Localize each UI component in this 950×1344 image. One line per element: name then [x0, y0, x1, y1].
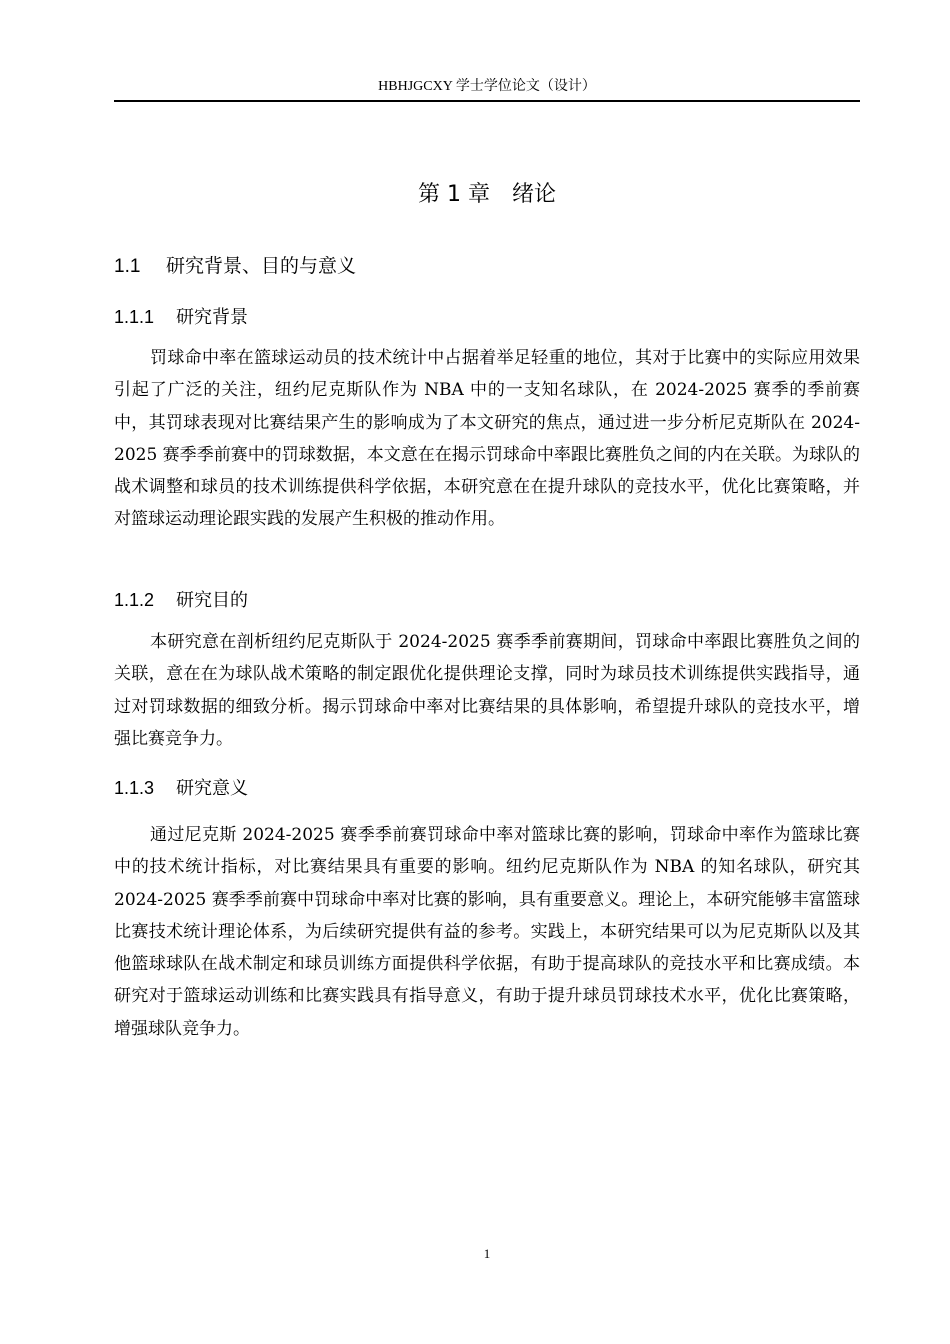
- subsection-heading-purpose: [114, 588, 248, 613]
- subsection-heading-background: [114, 305, 248, 330]
- subsection-heading-significance: [114, 776, 248, 801]
- subsection-title: 研究目的: [176, 590, 248, 611]
- subsection-number: 1.1.1: [114, 307, 155, 327]
- subsection-title: 研究背景: [176, 307, 248, 328]
- header-rule: [114, 100, 860, 102]
- subsection-title: 研究意义: [176, 778, 248, 799]
- section-number: 1.1: [114, 256, 141, 277]
- paragraph-significance: 通过尼克斯 2024-2025 赛季季前赛罚球命中率对篮球比赛的影响，罚球命中率作为篮球比赛中的技术统计指标，对比赛结果具有重要的影响。纽约尼克斯队作为 NBA 的知名球队，研究其 2024-2025 赛季季前赛中罚球命中率对比赛的影响，具有重要意义。理论上，本研究能够丰富篮球比赛技术统计理论体系，为后续研究提供有益的参考。实践上，本研究结果可以为尼克斯队以及其他篮球球队在战术制定和球员训练方面提供科学依据，有助于提高球队的竞技水平和比赛成绩。本研究对于篮球运动训练和比赛实践具有指导意义，有助于提升球员罚球技术水平，优化比赛策略，增强球队竞争力。: [114, 825, 860, 1039]
- section-title: 研究背景、目的与意义: [166, 255, 357, 277]
- section-heading: [114, 253, 356, 280]
- paragraph-background: 罚球命中率在篮球运动员的技术统计中占据着举足轻重的地位，其对于比赛中的实际应用效果引起了广泛的关注，纽约尼克斯队作为 NBA 中的一支知名球队，在 2024-2025 赛季的季前赛中，其罚球表现对比赛结果产生的影响成为了本文研究的焦点，通过进一步分析尼克斯队在 2024-2025 赛季季前赛中的罚球数据，本文意在在揭示罚球命中率跟比赛胜负之间的内在关联。为球队的战术调整和球员的技术训练提供科学依据，本研究意在在提升球队的竞技水平，优化比赛策略，并对篮球运动理论跟实践的发展产生积极的推动作用。: [114, 348, 860, 530]
- chapter-name: 绪论: [511, 182, 556, 207]
- running-header: HBHJGCXY 学士学位论文（设计）: [378, 79, 596, 94]
- chapter-title: [114, 180, 860, 210]
- page-number: 1: [483, 1246, 491, 1261]
- chapter-number: 第 1 章: [418, 182, 490, 207]
- subsection-number: 1.1.3: [114, 778, 155, 798]
- subsection-number: 1.1.2: [114, 590, 155, 610]
- paragraph-purpose: 本研究意在剖析纽约尼克斯队于 2024-2025 赛季季前赛期间，罚球命中率跟比赛胜负之间的关联，意在在为球队战术策略的制定跟优化提供理论支撑，同时为球员技术训练提供实践指导，通过对罚球数据的细致分析。揭示罚球命中率对比赛结果的具体影响，希望提升球队的竞技水平，增强比赛竞争力。: [114, 632, 860, 749]
